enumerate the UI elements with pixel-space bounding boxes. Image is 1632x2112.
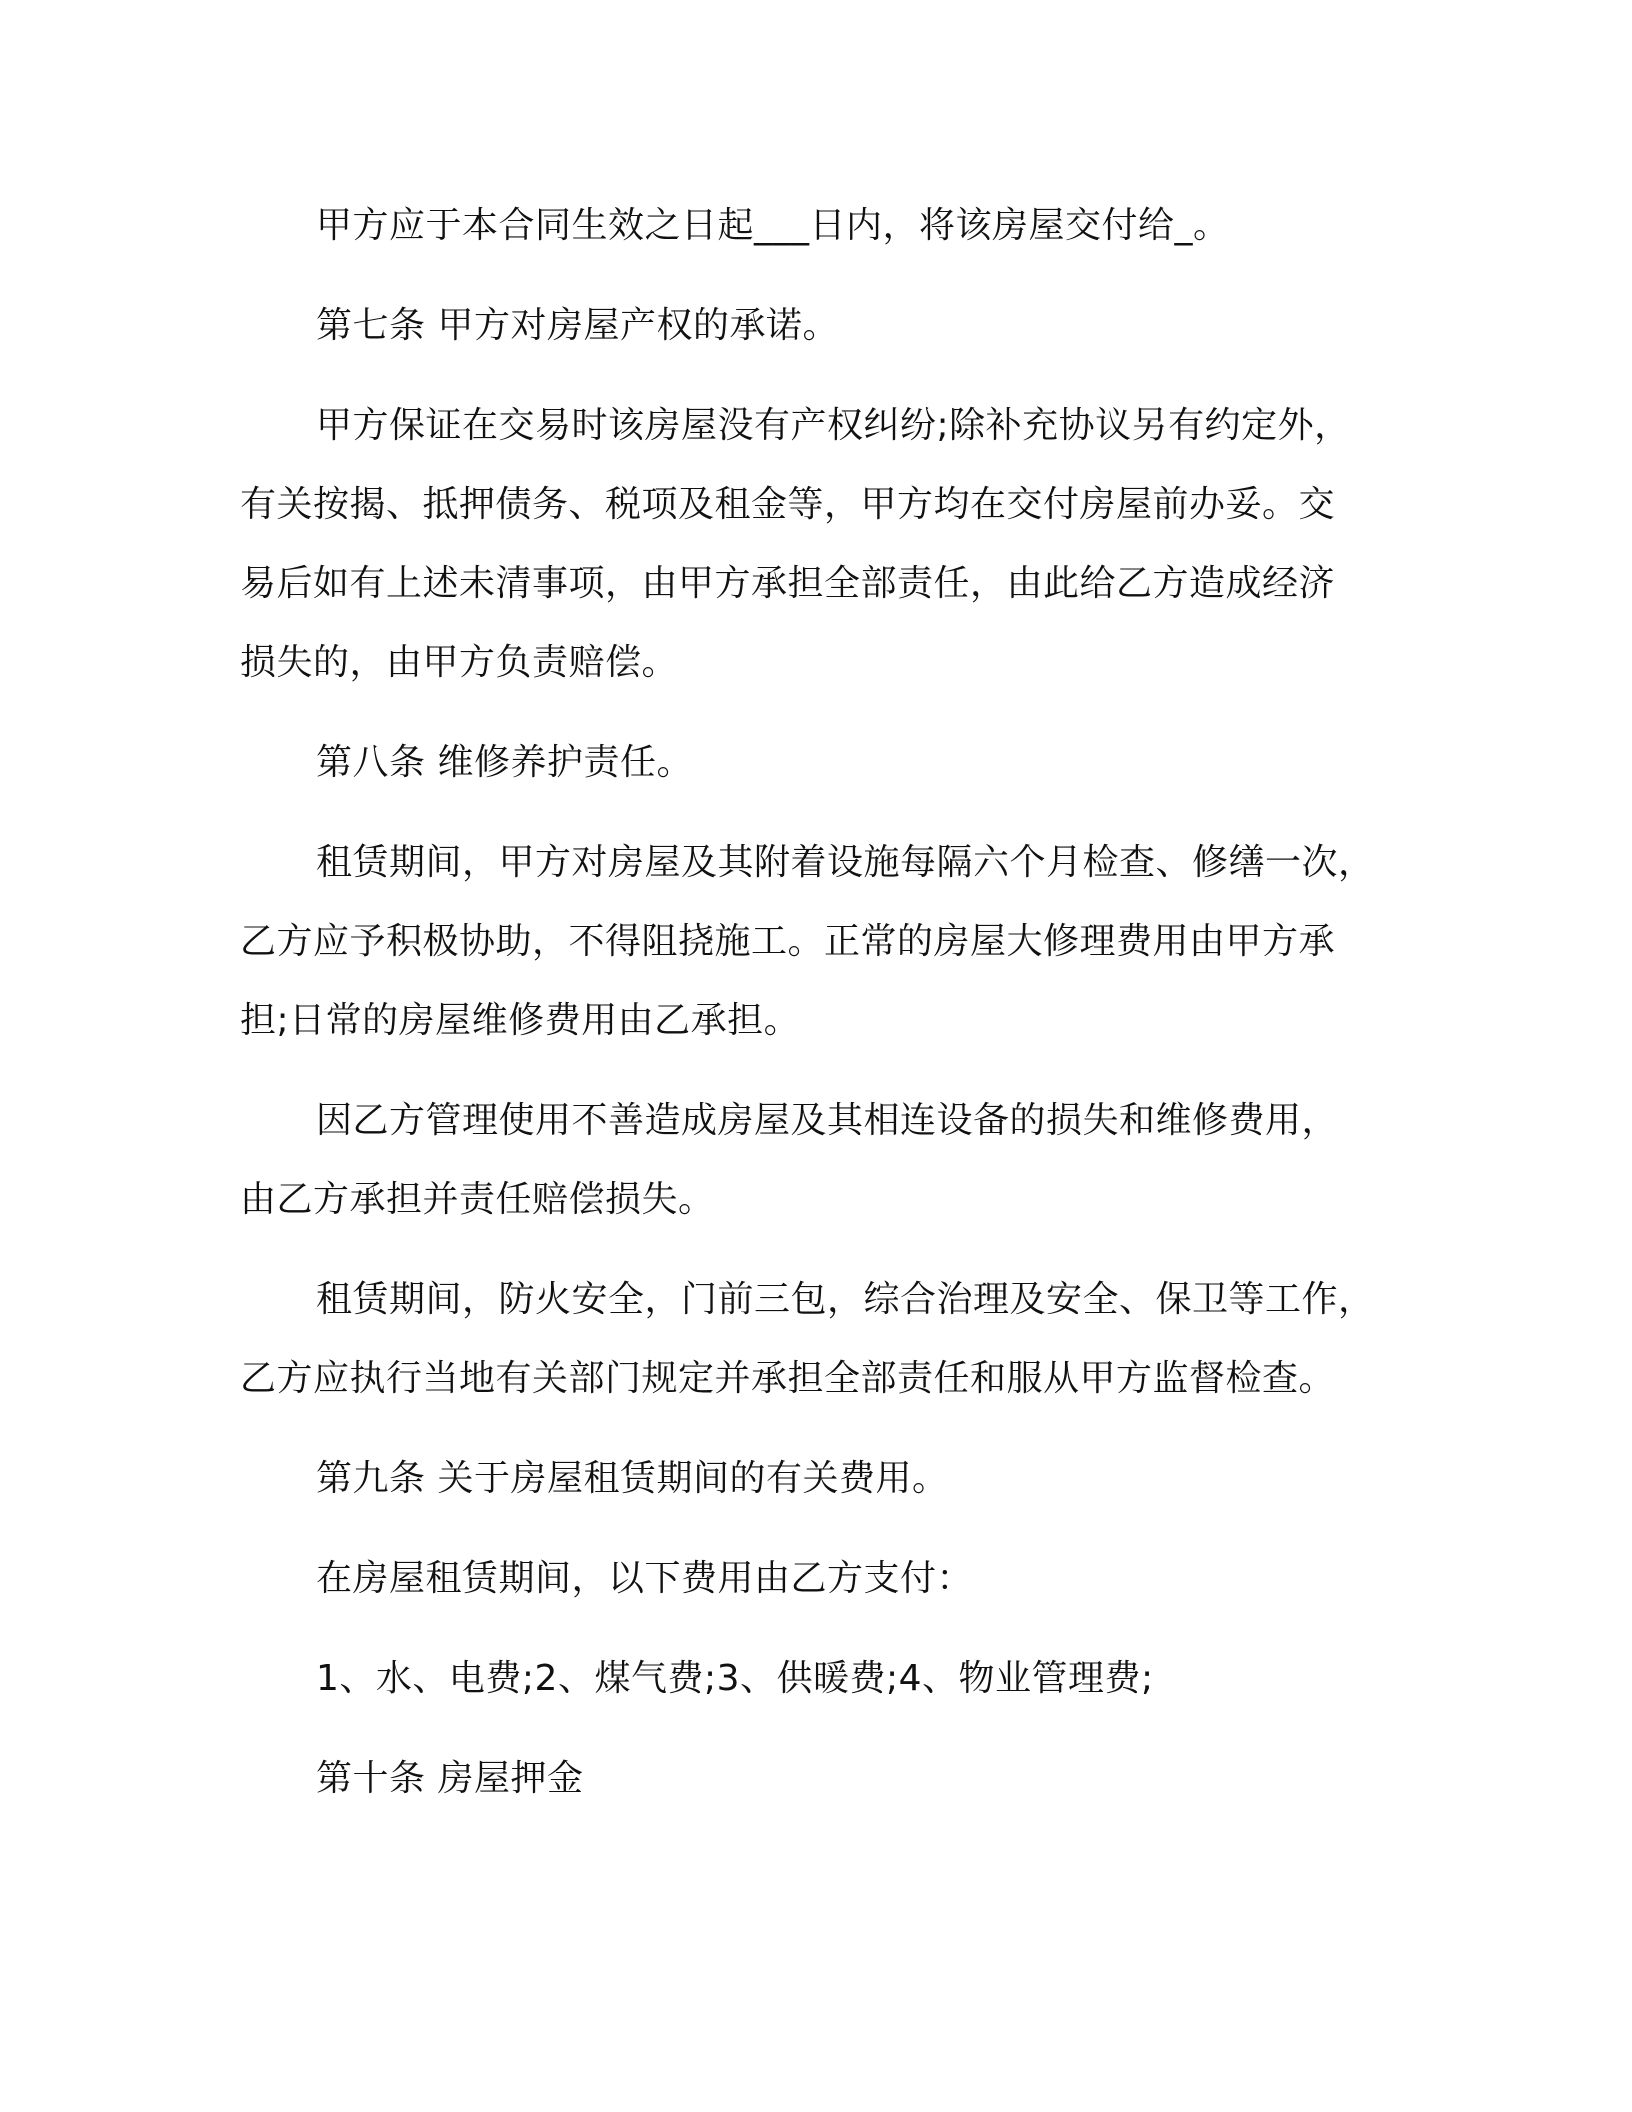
article-8-heading: [240, 723, 1390, 802]
paragraph-property-rights: [240, 386, 1390, 702]
paragraph-delivery: [240, 186, 1390, 265]
paragraph-line: 易后如有上述未清事项，由甲方承担全部责任，由此给乙方造成经济: [240, 563, 1336, 604]
paragraph-line: 有关按揭、抵押债务、税项及租金等，甲方均在交付房屋前办妥。交: [240, 484, 1336, 525]
paragraph-fees-intro: [240, 1539, 1390, 1618]
paragraph-line: 由乙方承担并责任赔偿损失。: [240, 1179, 715, 1220]
paragraph-line: 损失的，由甲方负责赔偿。: [240, 642, 679, 683]
paragraph-line: 乙方应执行当地有关部门规定并承担全部责任和服从甲方监督检查。: [240, 1358, 1336, 1399]
paragraph-line: 第九条 关于房屋租赁期间的有关费用。: [316, 1458, 949, 1499]
paragraph-line: 甲方保证在交易时该房屋没有产权纠纷;除补充协议另有约定外，: [316, 405, 1351, 446]
paragraph-maintenance: [240, 823, 1390, 1060]
paragraph-line: 1、水、电费;2、煤气费;3、供暖费;4、物业管理费;: [316, 1658, 1154, 1699]
paragraph-safety: [240, 1260, 1390, 1418]
paragraph-line: 因乙方管理使用不善造成房屋及其相连设备的损失和维修费用，: [316, 1100, 1339, 1141]
article-10-heading: [240, 1739, 1390, 1818]
paragraph-line: 第八条 维修养护责任。: [316, 742, 693, 783]
article-9-heading: [240, 1439, 1390, 1518]
paragraph-fees-list: [240, 1639, 1390, 1718]
paragraph-damage-liability: [240, 1081, 1390, 1239]
article-7-heading: [240, 286, 1390, 365]
paragraph-line: 租赁期间，甲方对房屋及其附着设施每隔六个月检查、修缮一次，: [316, 842, 1375, 883]
paragraph-line: 第十条 房屋押金: [316, 1758, 584, 1799]
paragraph-line: 乙方应予积极协助，不得阻挠施工。正常的房屋大修理费用由甲方承: [240, 921, 1336, 962]
paragraph-line: 甲方应于本合同生效之日起___日内，将该房屋交付给_。: [316, 205, 1230, 246]
paragraph-line: 租赁期间，防火安全，门前三包，综合治理及安全、保卫等工作，: [316, 1279, 1375, 1320]
paragraph-line: 第七条 甲方对房屋产权的承诺。: [316, 305, 839, 346]
paragraph-line: 担;日常的房屋维修费用由乙承担。: [240, 1000, 801, 1041]
paragraph-line: 在房屋租赁期间，以下费用由乙方支付：: [316, 1558, 974, 1599]
document-body: [240, 186, 1390, 1818]
